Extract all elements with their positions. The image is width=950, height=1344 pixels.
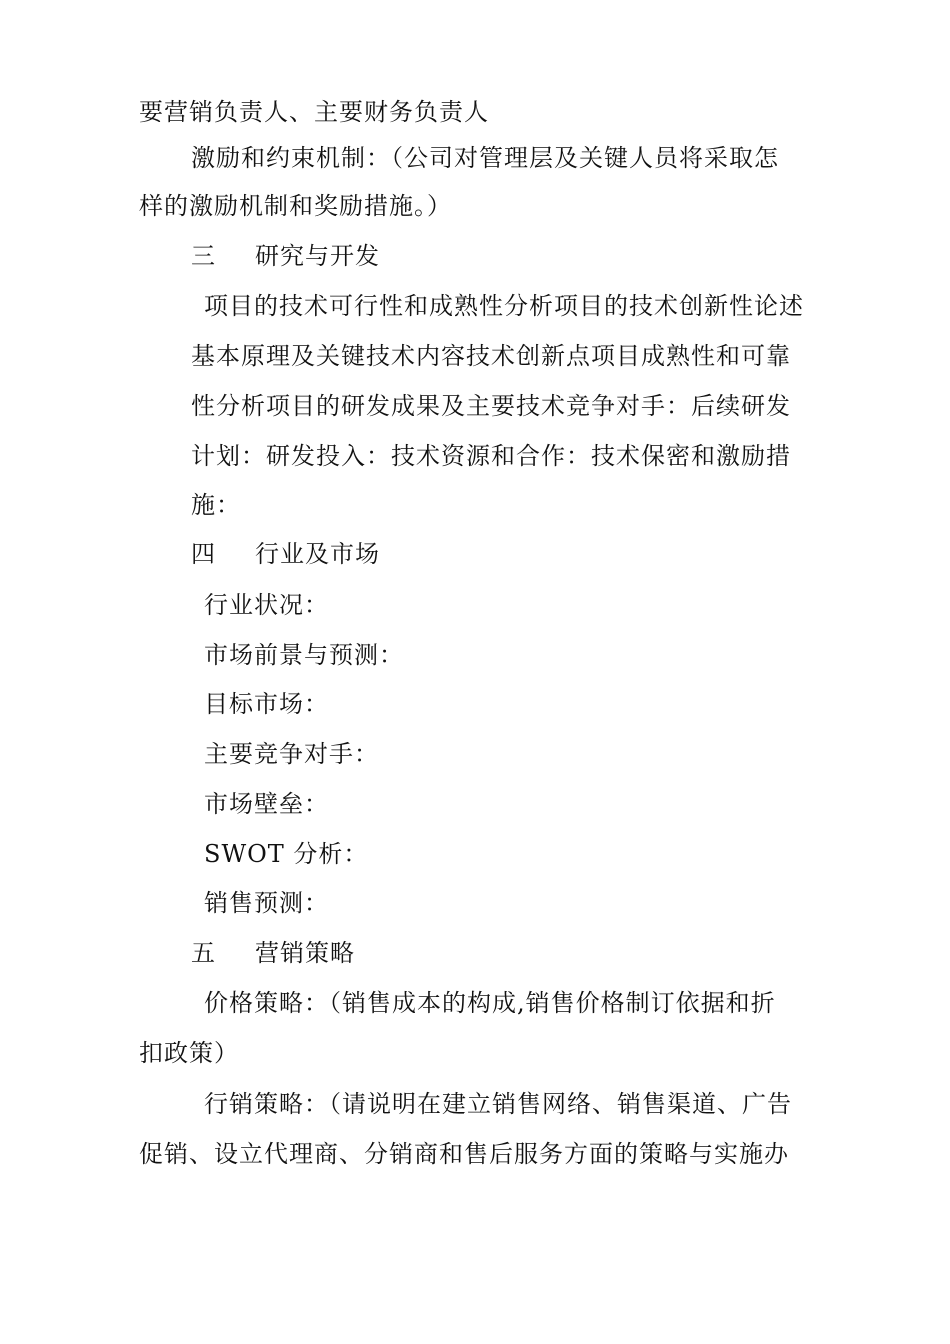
text-line: 基本原理及关键技术内容技术创新点项目成熟性和可靠 [191, 342, 791, 370]
text-line: 计划：研发投入：技术资源和合作：技术保密和激励措 [191, 442, 791, 470]
section-heading-4 [191, 539, 380, 569]
text-line: SWOT 分析： [204, 840, 369, 868]
text-line: 施： [191, 491, 241, 519]
text-line: 目标市场： [204, 690, 329, 718]
section-number: 三 [191, 242, 216, 270]
text-line: 要营销负责人、主要财务负责人 [139, 98, 489, 126]
section-title: 研究与开发 [255, 242, 380, 270]
text-line: 性分析项目的研发成果及主要技术竞争对手：后续研发 [191, 392, 791, 420]
section-number: 五 [191, 939, 216, 967]
text-line: 促销、设立代理商、分销商和售后服务方面的策略与实施办 [139, 1140, 789, 1168]
text-line: 激励和约束机制：（公司对管理层及关键人员将采取怎 [191, 144, 779, 172]
text-line: 项目的技术可行性和成熟性分析项目的技术创新性论述 [204, 292, 804, 320]
text-line: 市场前景与预测： [204, 641, 404, 669]
section-title: 营销策略 [255, 939, 355, 967]
section-heading-5 [191, 938, 355, 968]
section-title: 行业及市场 [255, 540, 380, 568]
text-line: 扣政策） [139, 1039, 239, 1067]
section-number: 四 [191, 540, 216, 568]
text-line: 主要竞争对手： [204, 740, 379, 768]
text-line: 样的激励机制和奖励措施。） [139, 192, 452, 220]
text-line: 市场壁垒： [204, 790, 329, 818]
text-line: 价格策略：（销售成本的构成,销售价格制订依据和折 [204, 989, 776, 1017]
text-line: 销售预测： [204, 889, 329, 917]
text-line: 行业状况： [204, 591, 329, 619]
text-line: 行销策略：（请说明在建立销售网络、销售渠道、广告 [204, 1090, 792, 1118]
section-heading-3 [191, 241, 380, 271]
